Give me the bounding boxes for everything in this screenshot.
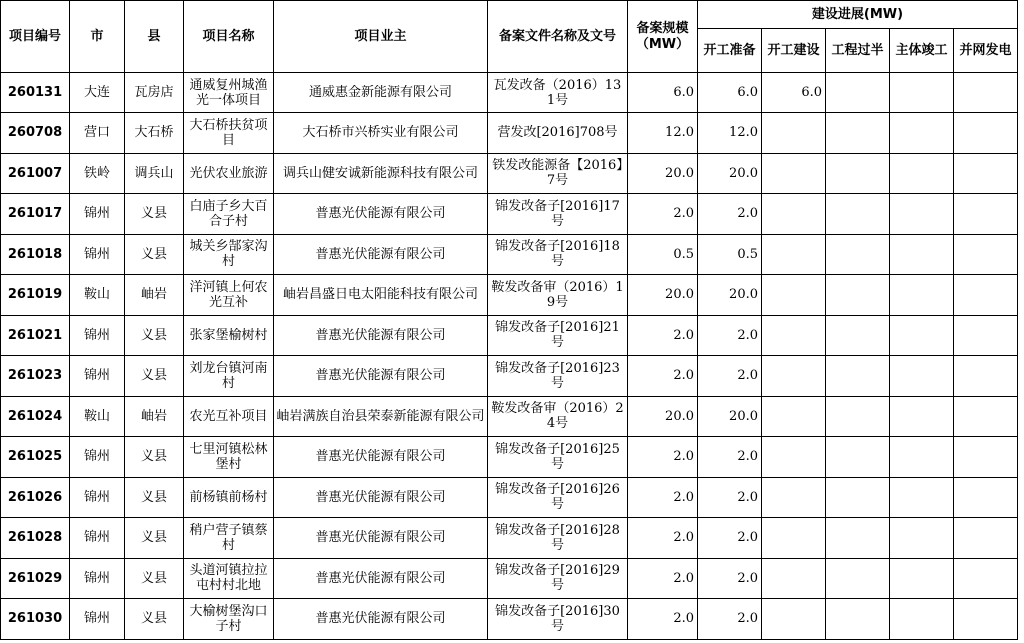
table-row <box>1 153 1018 194</box>
cell-construction <box>762 315 826 356</box>
cell-scale: 2.0 <box>628 477 698 518</box>
cell-in-progress <box>826 113 890 154</box>
cell-filing-doc: 营发改[2016]708号 <box>488 113 628 154</box>
cell-main-done <box>890 315 954 356</box>
cell-city: 锦州 <box>70 356 125 397</box>
table-row <box>1 437 1018 478</box>
cell-city: 锦州 <box>70 518 125 559</box>
cell-prep: 12.0 <box>698 113 762 154</box>
cell-construction <box>762 599 826 640</box>
cell-filing-doc: 锦发改备子[2016]30号 <box>488 599 628 640</box>
header-filing-doc: 备案文件名称及文号 <box>488 1 628 73</box>
table-row <box>1 275 1018 316</box>
cell-city: 锦州 <box>70 234 125 275</box>
cell-grid <box>954 477 1018 518</box>
cell-county: 大石桥 <box>125 113 184 154</box>
cell-grid <box>954 437 1018 478</box>
cell-in-progress <box>826 315 890 356</box>
cell-project-id: 261026 <box>1 477 70 518</box>
cell-scale: 2.0 <box>628 558 698 599</box>
cell-project-id: 260131 <box>1 73 70 113</box>
cell-in-progress <box>826 518 890 559</box>
cell-in-progress <box>826 73 890 113</box>
cell-city: 鞍山 <box>70 396 125 437</box>
cell-county: 义县 <box>125 234 184 275</box>
cell-grid <box>954 518 1018 559</box>
header-grid: 并网发电 <box>954 29 1018 73</box>
cell-project-name: 白庙子乡大百合子村 <box>184 194 274 235</box>
cell-scale: 0.5 <box>628 234 698 275</box>
cell-main-done <box>890 73 954 113</box>
cell-grid <box>954 599 1018 640</box>
cell-owner: 普惠光伏能源有限公司 <box>274 518 488 559</box>
cell-filing-doc: 锦发改备子[2016]29号 <box>488 558 628 599</box>
cell-filing-doc: 鞍发改备审（2016）24号 <box>488 396 628 437</box>
cell-project-name: 前杨镇前杨村 <box>184 477 274 518</box>
cell-main-done <box>890 153 954 194</box>
cell-filing-doc: 锦发改备子[2016]28号 <box>488 518 628 559</box>
cell-grid <box>954 275 1018 316</box>
cell-prep: 2.0 <box>698 518 762 559</box>
cell-project-name: 通威复州城渔光一体项目 <box>184 73 274 113</box>
cell-main-done <box>890 356 954 397</box>
table-row <box>1 356 1018 397</box>
cell-construction <box>762 477 826 518</box>
cell-city: 锦州 <box>70 437 125 478</box>
cell-construction <box>762 275 826 316</box>
header-project-name: 项目名称 <box>184 1 274 73</box>
header-progress-group: 建设进展(MW) <box>698 1 1018 29</box>
cell-county: 义县 <box>125 477 184 518</box>
cell-county: 瓦房店 <box>125 73 184 113</box>
table-row <box>1 113 1018 154</box>
cell-county: 义县 <box>125 315 184 356</box>
cell-prep: 2.0 <box>698 437 762 478</box>
cell-owner: 普惠光伏能源有限公司 <box>274 356 488 397</box>
cell-project-name: 农光互补项目 <box>184 396 274 437</box>
cell-city: 铁岭 <box>70 153 125 194</box>
cell-project-name: 张家堡榆树村 <box>184 315 274 356</box>
cell-project-id: 261017 <box>1 194 70 235</box>
cell-project-id: 261021 <box>1 315 70 356</box>
header-owner: 项目业主 <box>274 1 488 73</box>
cell-grid <box>954 558 1018 599</box>
cell-scale: 2.0 <box>628 599 698 640</box>
cell-filing-doc: 锦发改备子[2016]23号 <box>488 356 628 397</box>
table-body <box>1 73 1018 640</box>
header-main-done: 主体竣工 <box>890 29 954 73</box>
cell-county: 义县 <box>125 356 184 397</box>
cell-owner: 普惠光伏能源有限公司 <box>274 234 488 275</box>
cell-county: 义县 <box>125 558 184 599</box>
cell-owner: 岫岩满族自治县荣泰新能源有限公司 <box>274 396 488 437</box>
cell-filing-doc: 锦发改备子[2016]26号 <box>488 477 628 518</box>
cell-owner: 大石桥市兴桥实业有限公司 <box>274 113 488 154</box>
cell-city: 营口 <box>70 113 125 154</box>
cell-city: 大连 <box>70 73 125 113</box>
cell-project-name: 刘龙台镇河南村 <box>184 356 274 397</box>
cell-in-progress <box>826 477 890 518</box>
table-row <box>1 73 1018 113</box>
cell-county: 调兵山 <box>125 153 184 194</box>
cell-grid <box>954 194 1018 235</box>
cell-in-progress <box>826 153 890 194</box>
cell-in-progress <box>826 234 890 275</box>
cell-scale: 12.0 <box>628 113 698 154</box>
cell-construction <box>762 194 826 235</box>
cell-filing-doc: 鞍发改备审（2016）19号 <box>488 275 628 316</box>
cell-city: 鞍山 <box>70 275 125 316</box>
cell-county: 义县 <box>125 194 184 235</box>
cell-owner: 岫岩昌盛日电太阳能科技有限公司 <box>274 275 488 316</box>
cell-project-id: 261030 <box>1 599 70 640</box>
cell-in-progress <box>826 396 890 437</box>
cell-main-done <box>890 396 954 437</box>
cell-in-progress <box>826 558 890 599</box>
cell-project-name: 大石桥扶贫项目 <box>184 113 274 154</box>
cell-filing-doc: 锦发改备子[2016]25号 <box>488 437 628 478</box>
cell-prep: 6.0 <box>698 73 762 113</box>
cell-project-id: 261029 <box>1 558 70 599</box>
cell-owner: 普惠光伏能源有限公司 <box>274 558 488 599</box>
table-row <box>1 599 1018 640</box>
cell-main-done <box>890 558 954 599</box>
cell-in-progress <box>826 599 890 640</box>
cell-filing-doc: 铁发改能源备【2016】7号 <box>488 153 628 194</box>
cell-project-name: 洋河镇上何农光互补 <box>184 275 274 316</box>
cell-project-id: 261019 <box>1 275 70 316</box>
cell-owner: 通威惠金新能源有限公司 <box>274 73 488 113</box>
cell-main-done <box>890 518 954 559</box>
table-row <box>1 396 1018 437</box>
cell-construction <box>762 356 826 397</box>
cell-scale: 6.0 <box>628 73 698 113</box>
cell-project-name: 大榆树堡沟口子村 <box>184 599 274 640</box>
cell-filing-doc: 锦发改备子[2016]17号 <box>488 194 628 235</box>
cell-construction <box>762 437 826 478</box>
cell-main-done <box>890 275 954 316</box>
cell-project-id: 260708 <box>1 113 70 154</box>
table-row <box>1 315 1018 356</box>
cell-in-progress <box>826 437 890 478</box>
cell-county: 义县 <box>125 437 184 478</box>
cell-project-id: 261018 <box>1 234 70 275</box>
cell-prep: 2.0 <box>698 477 762 518</box>
table-row <box>1 558 1018 599</box>
cell-construction <box>762 518 826 559</box>
cell-grid <box>954 113 1018 154</box>
cell-construction <box>762 113 826 154</box>
cell-prep: 2.0 <box>698 558 762 599</box>
cell-construction <box>762 396 826 437</box>
cell-project-name: 七里河镇松林堡村 <box>184 437 274 478</box>
cell-construction: 6.0 <box>762 73 826 113</box>
cell-grid <box>954 315 1018 356</box>
cell-owner: 普惠光伏能源有限公司 <box>274 477 488 518</box>
header-in-progress: 工程过半 <box>826 29 890 73</box>
cell-city: 锦州 <box>70 315 125 356</box>
table-row <box>1 518 1018 559</box>
cell-in-progress <box>826 275 890 316</box>
cell-owner: 调兵山健安诚新能源科技有限公司 <box>274 153 488 194</box>
cell-owner: 普惠光伏能源有限公司 <box>274 437 488 478</box>
cell-main-done <box>890 234 954 275</box>
cell-scale: 20.0 <box>628 275 698 316</box>
cell-main-done <box>890 477 954 518</box>
cell-in-progress <box>826 194 890 235</box>
cell-scale: 2.0 <box>628 518 698 559</box>
cell-in-progress <box>826 356 890 397</box>
cell-main-done <box>890 437 954 478</box>
cell-main-done <box>890 599 954 640</box>
cell-project-name: 头道河镇拉拉屯村村北地 <box>184 558 274 599</box>
cell-prep: 20.0 <box>698 153 762 194</box>
cell-prep: 2.0 <box>698 599 762 640</box>
header-project-id: 项目编号 <box>1 1 70 73</box>
cell-grid <box>954 396 1018 437</box>
table-row <box>1 477 1018 518</box>
header-city: 市 <box>70 1 125 73</box>
cell-prep: 0.5 <box>698 234 762 275</box>
header-construction: 开工建设 <box>762 29 826 73</box>
cell-prep: 2.0 <box>698 194 762 235</box>
table-row <box>1 234 1018 275</box>
cell-prep: 20.0 <box>698 396 762 437</box>
cell-county: 岫岩 <box>125 275 184 316</box>
cell-project-id: 261023 <box>1 356 70 397</box>
cell-project-name: 光伏农业旅游 <box>184 153 274 194</box>
cell-project-id: 261028 <box>1 518 70 559</box>
table-row <box>1 194 1018 235</box>
header-prep: 开工准备 <box>698 29 762 73</box>
cell-city: 锦州 <box>70 558 125 599</box>
cell-city: 锦州 <box>70 599 125 640</box>
cell-filing-doc: 锦发改备子[2016]21号 <box>488 315 628 356</box>
cell-scale: 2.0 <box>628 437 698 478</box>
cell-project-name: 稍户营子镇蔡村 <box>184 518 274 559</box>
cell-prep: 20.0 <box>698 275 762 316</box>
cell-project-id: 261024 <box>1 396 70 437</box>
cell-prep: 2.0 <box>698 356 762 397</box>
cell-county: 岫岩 <box>125 396 184 437</box>
cell-grid <box>954 234 1018 275</box>
cell-main-done <box>890 194 954 235</box>
cell-grid <box>954 73 1018 113</box>
cell-grid <box>954 153 1018 194</box>
cell-city: 锦州 <box>70 194 125 235</box>
cell-county: 义县 <box>125 599 184 640</box>
cell-filing-doc: 瓦发改备（2016）131号 <box>488 73 628 113</box>
cell-city: 锦州 <box>70 477 125 518</box>
header-scale: 备案规模（MW） <box>628 1 698 73</box>
cell-project-id: 261007 <box>1 153 70 194</box>
cell-scale: 20.0 <box>628 396 698 437</box>
cell-construction <box>762 153 826 194</box>
cell-county: 义县 <box>125 518 184 559</box>
cell-scale: 2.0 <box>628 315 698 356</box>
cell-owner: 普惠光伏能源有限公司 <box>274 194 488 235</box>
header-county: 县 <box>125 1 184 73</box>
cell-scale: 20.0 <box>628 153 698 194</box>
cell-construction <box>762 558 826 599</box>
cell-owner: 普惠光伏能源有限公司 <box>274 599 488 640</box>
cell-scale: 2.0 <box>628 194 698 235</box>
cell-prep: 2.0 <box>698 315 762 356</box>
cell-grid <box>954 356 1018 397</box>
cell-scale: 2.0 <box>628 356 698 397</box>
cell-filing-doc: 锦发改备子[2016]18号 <box>488 234 628 275</box>
cell-main-done <box>890 113 954 154</box>
cell-owner: 普惠光伏能源有限公司 <box>274 315 488 356</box>
cell-project-name: 城关乡郜家沟村 <box>184 234 274 275</box>
cell-construction <box>762 234 826 275</box>
cell-project-id: 261025 <box>1 437 70 478</box>
